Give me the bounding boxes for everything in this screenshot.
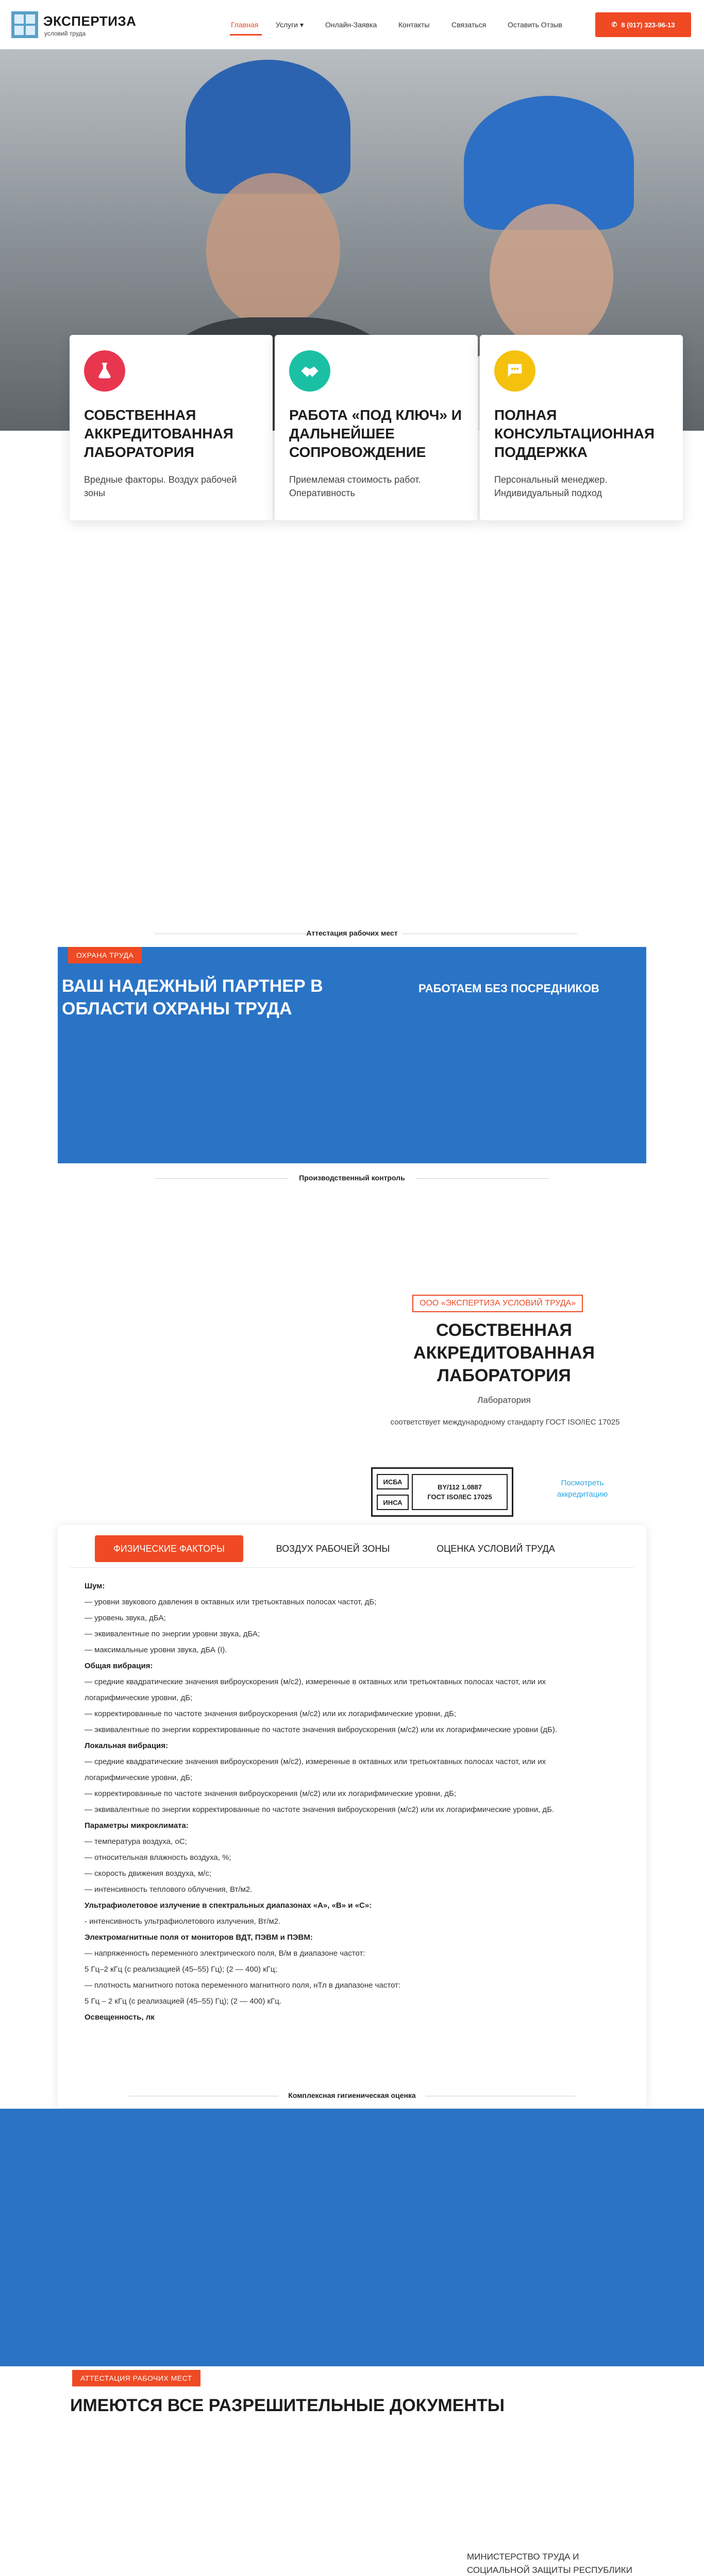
lab-title: СОБСТВЕННАЯ АККРЕДИТОВАННАЯ ЛАБОРАТОРИЯ [413,1320,595,1385]
handshake-icon [289,350,330,392]
cert-standard-2: ГОСТ ISO/IEC 17025 [427,1493,492,1501]
tabs-divider [70,1567,634,1568]
phone-icon: ✆ [611,21,617,28]
nav-contact-us[interactable]: Связаться [451,21,487,29]
docs-badge: АТТЕСТАЦИЯ РАБОЧИХ МЕСТ [72,2370,200,2386]
tab-content-line: логарифмические уровни, дБ; [85,1773,193,1782]
cert-standard-1: BY/112 1.0887 [437,1483,482,1491]
tab-content-line: Локальная вибрация: [85,1741,169,1750]
tab-content-line: — корректированные по частоте значения виброускорения (м/с2) или их логарифмические уровни, дБ; [85,1709,456,1718]
nav-contacts[interactable]: Контакты [398,21,430,29]
tab-content-line: Ультрафиолетовое излучение в спектральных диапазонах «А», «В» и «С»: [85,1901,372,1910]
logo-title[interactable]: ЭКСПЕРТИЗА [43,13,137,29]
phone-button[interactable]: ✆ 8 (017) 323-96-13 [595,12,691,37]
tab-content-line: Шум: [85,1582,105,1590]
lab-subtitle: Лаборатория [477,1395,531,1405]
logo-icon[interactable] [11,11,38,38]
tab-content-line: — уровень звука, дБА; [85,1614,166,1622]
tab-content-line: — уровни звукового давления в октавных или третьоктавных полосах частот, дБ; [85,1598,377,1606]
section-label-production: Производственный контроль [299,1174,405,1182]
feature-card-turnkey[interactable] [275,335,478,520]
lab-standard-text: соответствует международному стандарту ГОСТ ISO/IEC 17025 [390,1418,620,1427]
tab-content-line: — средние квадратические значения виброускорения (м/с2), измеренные в октавных или третьоктавных полосах частот, или их [85,1677,546,1686]
accreditation-certificate [371,1467,513,1517]
tab-content-line: Электромагнитные поля от мониторов ВДТ, ПЭВМ и ПЭВМ: [85,1933,313,1942]
card-text: Вредные факторы. Воздух рабочей зоны [84,474,237,498]
worker-face-right [490,204,613,348]
tab-content-line: — средние квадратические значения виброускорения (м/с2), измеренные в октавных или третьоктавных полосах частот, или их [85,1757,546,1766]
tab-content-line: — скорость движения воздуха, м/с; [85,1869,212,1878]
nav-leave-review[interactable]: Оставить Отзыв [508,21,563,29]
partner-no-intermediaries: РАБОТАЕМ БЕЗ ПОСРЕДНИКОВ [418,982,599,995]
section-label-attestation: Аттестация рабочих мест [306,929,398,937]
tab-content-line: Параметры микроклимата: [85,1821,189,1830]
tab-content-line: — эквивалентные по энергии уровни звука, дБА; [85,1630,260,1638]
tab-content-line: — напряженность переменного электрического поля, В/м в диапазоне частот: [85,1949,365,1958]
tab-content-line: — относительная влажность воздуха, %; [85,1853,231,1862]
card-title: РАБОТА «ПОД КЛЮЧ» И ДАЛЬНЕЙШЕЕ СОПРОВОЖДЕНИЕ [289,407,462,460]
partner-title: ВАШ НАДЕЖНЫЙ ПАРТНЕР В ОБЛАСТИ ОХРАНЫ ТРУДА [62,976,323,1019]
flask-icon [84,350,125,392]
section-label-hygiene: Комплексная гигиеническая оценка [288,2091,416,2099]
tab-content-line: — корректированные по частоте значения виброускорения (м/с2) или их логарифмические уровни, дБ; [85,1789,456,1798]
tab-content-line: — эквивалентные по энергии корректированные по частоте значения виброускорения (м/с2) или их логарифмические уровни, дБ. [85,1805,555,1814]
cert-standard [412,1474,508,1510]
partner-banner [58,947,646,1163]
tab-content-line: — интенсивность теплового облучения, Вт/м2. [85,1885,253,1894]
tab-content-line: Общая вибрация: [85,1662,153,1670]
tab-content-line: 5 Гц–2 кГц (с реализацией (45–55) Гц); (2 — 400) кГц; [85,1965,277,1974]
tab-content-line: Освещенность, лк [85,2013,155,2022]
chevron-down-icon: ▾ [299,21,304,29]
tab-content-line: — максимальные уровни звука, дБА (I). [85,1646,227,1654]
partner-badge: ОХРАНА ТРУДА [68,947,142,963]
tab-content-line: — температура воздуха, oC; [85,1837,187,1846]
tab-content-line: — плотность магнитного потока переменного магнитного поля, нТл в диапазоне частот: [85,1981,401,1990]
factors-tab-panel [58,1525,646,2107]
tab-content-line: 5 Гц – 2 кГц (с реализацией (45–55) Гц); (2 — 400) кГц. [85,1997,281,2006]
card-title: ПОЛНАЯ КОНСУЛЬТАЦИОННАЯ ПОДДЕРЖКА [494,407,655,460]
nav-services[interactable]: Услуги ▾ [276,21,304,29]
card-title: СОБСТВЕННАЯ АККРЕДИТОВАННАЯ ЛАБОРАТОРИЯ [84,407,233,460]
card-text: Приемлемая стоимость работ. Оперативность [289,474,421,498]
ministry-registry-text: МИНИСТЕРСТВО ТРУДА И СОЦИАЛЬНОЙ ЗАЩИТЫ РЕСПУБЛИКИ [467,2552,632,2575]
card-text: Персональный менеджер. Индивидуальный подход [494,474,608,498]
docs-title: ИМЕЮТСЯ ВСЕ РАЗРЕШИТЕЛЬНЫЕ ДОКУМЕНТЫ [70,2396,505,2415]
logo-subtitle: условий труда [44,30,86,37]
site-header [0,0,704,49]
cert-label-2: ИНСА [377,1495,409,1510]
view-accreditation-link[interactable]: Посмотреть аккредитацию [557,1479,608,1499]
cert-label-1: ИСБА [377,1474,409,1489]
worker-face-left [206,173,340,328]
tab-workplace-air[interactable]: ВОЗДУХ РАБОЧЕЙ ЗОНЫ [276,1543,390,1554]
chat-icon [494,350,535,392]
nav-online-request[interactable]: Онлайн-Заявка [325,21,377,29]
tab-content-line: логарифмические уровни, дБ; [85,1693,193,1702]
tab-content-line: - интенсивность ультрафиолетового излучения, Вт/м2. [85,1917,281,1926]
lab-badge: ООО «ЭКСПЕРТИЗА УСЛОВИЙ ТРУДА» [412,1295,583,1312]
feature-card-consulting[interactable] [480,335,683,520]
nav-active-underline [230,34,262,36]
hygiene-banner [0,2109,704,2366]
feature-card-lab[interactable] [70,335,273,520]
tab-content-line: — эквивалентные по энергии корректированные по частоте значения виброускорения (м/с2) или их логарифмические уровни (дБ). [85,1725,557,1734]
nav-home[interactable]: Главная [231,21,259,29]
tab-physical-factors[interactable]: ФИЗИЧЕСКИЕ ФАКТОРЫ [95,1535,243,1562]
tab-working-conditions[interactable]: ОЦЕНКА УСЛОВИЙ ТРУДА [437,1543,555,1554]
